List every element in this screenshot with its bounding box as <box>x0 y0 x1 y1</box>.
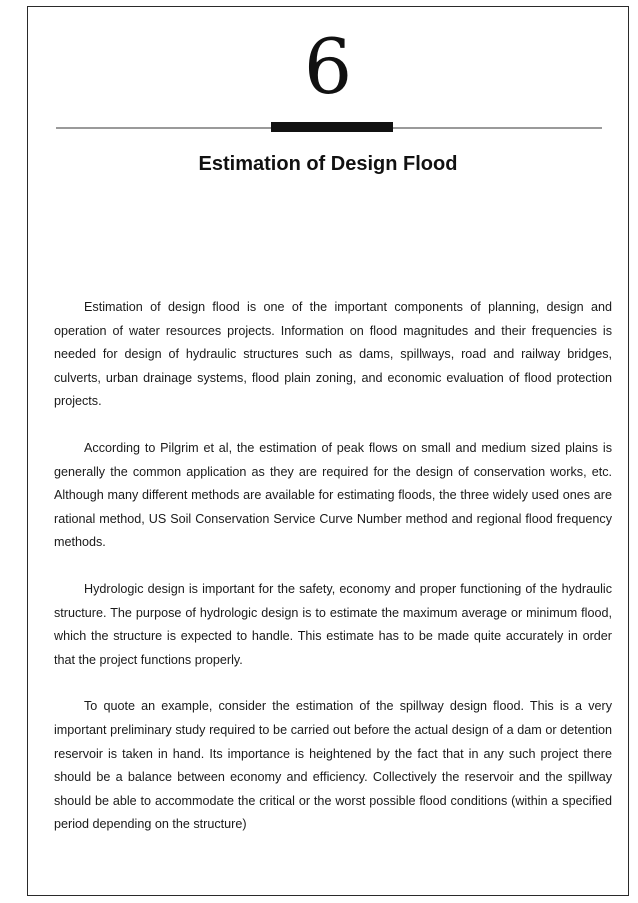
paragraph: To quote an example, consider the estimation of the spillway design flood. This is a very important preliminary study required to be carried out before the actual design of a dam or detention reservoir is taken in hand. Its importance is heightened by the fact that in any such project there should be a balance between economy and efficiency. Collectively the reservoir and the spillway should be able to accommodate the critical or the worst possible flood conditions (within a specified period depending on the structure) <box>54 699 612 832</box>
chapter-divider-bar <box>271 122 393 132</box>
page-frame <box>27 6 629 896</box>
chapter-title: Estimation of Design Flood <box>198 153 458 175</box>
chapter-body <box>54 296 612 837</box>
paragraph: Estimation of design flood is one of the important components of planning, design and operation of water resources projects. Information on flood magnitudes and their frequencies is needed for design of hydraulic structures such as dams, spillways, road and railway bridges, culverts, urban drainage systems, flood plain zoning, and economic evaluation of flood protection projects. <box>54 300 612 409</box>
paragraph: According to Pilgrim et al, the estimation of peak flows on small and medium sized plains is generally the common application as they are required for the design of conservation works, etc. Although many different methods are available for estimating floods, the three widely used ones are rational method, US Soil Conservation Service Curve Number method and regional flood frequency methods. <box>54 440 612 550</box>
chapter-number: 6 <box>303 22 353 111</box>
paragraph: Hydrologic design is important for the safety, economy and proper functioning of the hydraulic structure. The purpose of hydrologic design is to estimate the maximum average or minimum flood, which the structure is expected to handle. This estimate has to be made quite accurately in order that the project functions properly. <box>54 581 612 667</box>
